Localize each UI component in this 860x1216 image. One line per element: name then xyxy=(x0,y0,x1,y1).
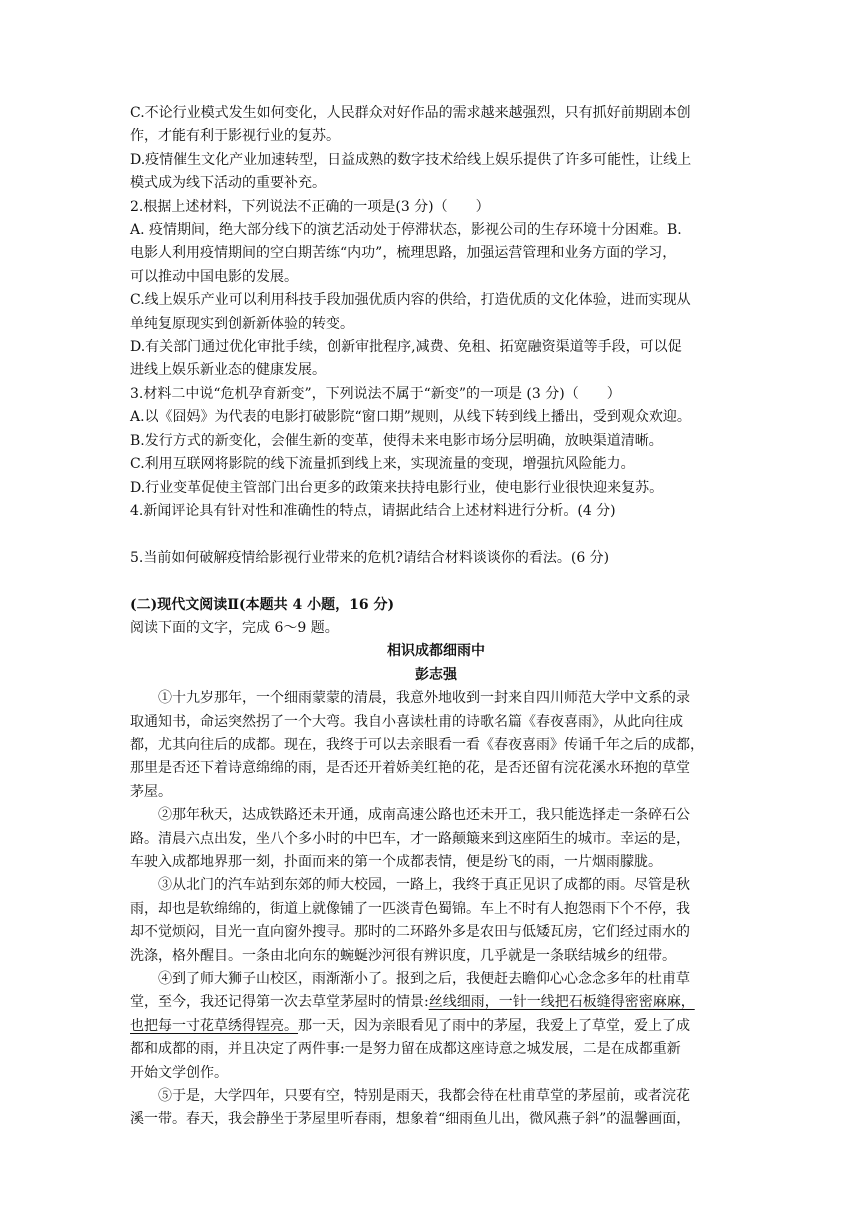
option-line: C.利用互联网将影院的线下流量抓到线上来，实现流量的变现，增强抗风险能力。 xyxy=(130,456,635,473)
option-line: 单纯复原现实到创新新体验的转变。 xyxy=(130,315,354,332)
document-page xyxy=(130,102,742,1132)
plain-text: 那一天，因为亲眼看见了雨中的茅屋，我爱上了草堂，爱上了成 xyxy=(298,1017,690,1034)
option-line: 电影人利用疫情期间的空白期苦练“内功”，梳理思路，加强运营管理和业务方面的学习， xyxy=(130,245,677,262)
paragraph-line: 取通知书，命运突然拐了一个大弯。我自小喜读杜甫的诗歌名篇《春夜喜雨》，从此向往成 xyxy=(130,713,683,730)
question-2: 2.根据上述材料，下列说法不正确的一项是(3 分)（ ） xyxy=(130,198,490,215)
multiple-choice-block xyxy=(130,102,742,523)
paragraph-line: ③从北门的汽车站到东郊的师大校园，一路上，我终于真正见识了成都的雨。尽管是秋 xyxy=(158,877,690,894)
instruction: 阅读下面的文字，完成 6～9 题。 xyxy=(130,619,339,636)
paragraph-line: 却不觉烦闷，目光一直向窗外搜寻。那时的二环路外多是农田与低矮瓦房，它们经过雨水的 xyxy=(130,924,690,941)
option-line: 模式成为线下活动的重要补充。 xyxy=(130,175,326,192)
option-line: 作，才能有利于影视行业的复苏。 xyxy=(130,128,340,145)
paragraph-line: ④到了师大狮子山校区，雨渐渐小了。报到之后，我便赶去瞻仰心心念念多年的杜甫草 xyxy=(158,971,690,987)
option-line: A.以《囧妈》为代表的电影打破影院“窗口期”规则，从线下转到线上播出，受到观众欢迎。 xyxy=(130,409,691,426)
question-4: 4.新闻评论具有针对性和准确性的特点，请据此结合上述材料进行分析。(4 分) xyxy=(130,502,616,519)
paragraph-line: 开始文学创作。 xyxy=(130,1064,228,1081)
paragraph-line xyxy=(130,991,742,1014)
paragraph-line: 都，尤其向往后的成都。现在，我终于可以去亲眼看一看《春夜喜雨》传诵千年之后的成都， xyxy=(130,736,704,753)
paragraph-line: ⑤于是，大学四年，只要有空，特别是雨天，我都会待在杜甫草堂的茅屋前，或者浣花 xyxy=(158,1088,690,1105)
underlined-text: 丝线细雨，一针一线把石板缝得密密麻麻， xyxy=(428,994,695,1011)
option-line: B.发行方式的新变化，会催生新的变革，使得未来电影市场分层明确，放映渠道清晰。 xyxy=(130,432,663,449)
paragraph-line: 雨，却也是软绵绵的，街道上就像铺了一匹淡青色蜀锦。车上不时有人抱怨雨下个不停，我 xyxy=(130,900,690,917)
question-3: 3.材料二中说“危机孕育新变”，下列说法不属于“新变”的一项是 (3 分)（ ） xyxy=(130,385,621,402)
plain-text: 堂，至今，我还记得第一次去草堂茅屋时的情景: xyxy=(130,994,429,1011)
option-line: A. 疫情期间，绝大部分线下的演艺活动处于停滞状态，影视公司的生存环境十分困难。B. xyxy=(130,222,682,239)
option-line: C.不论行业模式发生如何变化，人民群众对好作品的需求越来越强烈，只有抓好前期剧本创 xyxy=(130,105,691,121)
paragraph-line: 车驶入成都地界那一刻，扑面而来的第一个成都表情，便是纷飞的雨，一片烟雨朦胧。 xyxy=(130,853,662,870)
article-author: 彭志强 xyxy=(415,666,457,683)
option-line: D.有关部门通过优化审批手续，创新审批程序,减费、免租、拓宽融资渠道等手段，可以促 xyxy=(130,339,682,356)
paragraph-line: 溪一带。春天，我会静坐于茅屋里听春雨，想象着“细雨鱼儿出，微风燕子斜”的温馨画面， xyxy=(130,1111,691,1128)
section-heading: (二)现代文阅读Ⅱ(本题共 4 小题，16 分) xyxy=(130,596,395,613)
option-line: D.疫情催生文化产业加速转型，日益成熟的数字技术给线上娱乐提供了许多可能性，让线上 xyxy=(130,151,692,168)
paragraph-line: 那里是否还下着诗意绵绵的雨，是否还开着娇美红艳的花，是否还留有浣花溪水环抱的草堂 xyxy=(130,760,690,777)
paragraph-line: ②那年秋天，达成铁路还未开通，成南高速公路也还未开工，我只能选择走一条碎石公 xyxy=(158,807,690,824)
option-line: C.线上娱乐产业可以利用科技手段加强优质内容的供给，打造优质的文化体验，进而实现从 xyxy=(130,292,691,309)
article-body xyxy=(130,687,742,1132)
paragraph-line: 都和成都的雨，并且决定了两件事:一是努力留在成都这座诗意之城发展，二是在成都重新 xyxy=(130,1041,681,1058)
option-line: 可以推动中国电影的发展。 xyxy=(130,268,298,285)
question-5: 5.当前如何破解疫情给影视行业带来的危机?请结合材料谈谈你的看法。(6 分) xyxy=(130,549,610,566)
spacer xyxy=(130,570,742,593)
paragraph-line: 路。清晨六点出发，坐八个多小时的中巴车，才一路颠簸来到这座陌生的城市。幸运的是， xyxy=(130,830,690,847)
paragraph-line: 洗涤，格外醒目。一条由北向东的蜿蜒沙河很有辨识度，几乎就是一条联结城乡的纽带。 xyxy=(130,947,676,964)
option-line: D.行业变革促使主管部门出台更多的政策来扶持电影行业，使电影行业很快迎来复苏。 xyxy=(130,479,664,496)
paragraph-line: ①十九岁那年，一个细雨蒙蒙的清晨，我意外地收到一封来自四川师范大学中文系的录 xyxy=(158,690,690,707)
article-title: 相识成都细雨中 xyxy=(387,643,485,660)
spacer xyxy=(130,523,742,546)
paragraph-line xyxy=(130,1015,742,1038)
underlined-text: 也把每一寸花草绣得锃亮。 xyxy=(130,1017,298,1034)
option-line: 进线上娱乐新业态的健康发展。 xyxy=(130,362,326,379)
paragraph-line: 茅屋。 xyxy=(130,783,172,800)
